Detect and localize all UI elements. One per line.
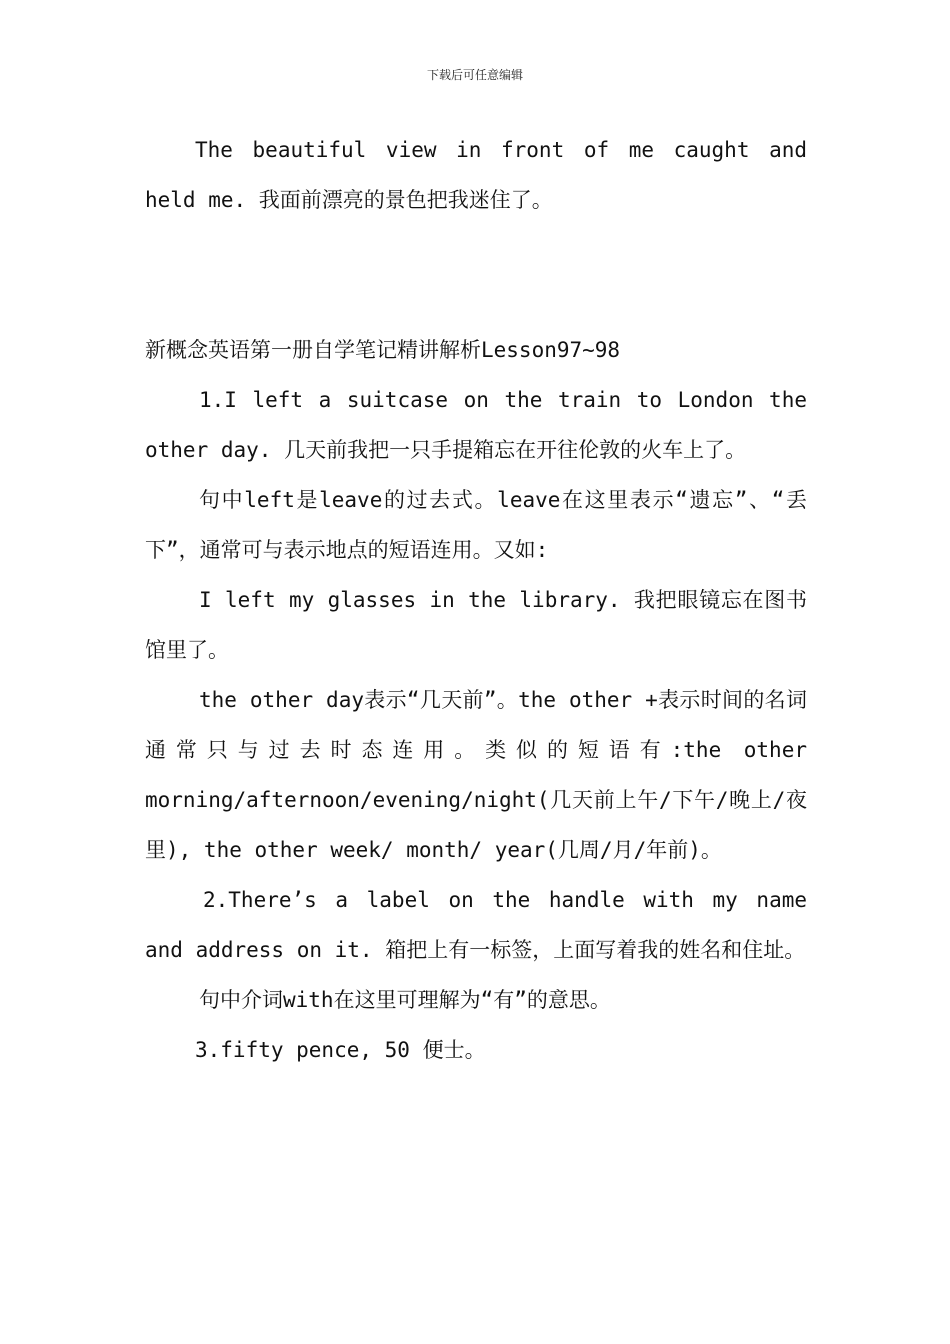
paragraph-7: 3.fifty pence, 50 便士。 [195, 1038, 486, 1062]
paragraph-4: the other day表示“几天前”。the other +表示时间的名词通常只与过去时态连用。类似的短语有:the other morning/afternoon/evening/night(几天前上午/下午/晚上/夜里), the other week/ month/ year(几周/月/年前)。 [145, 688, 807, 862]
paragraph-5: 2.There’s a label on the handle with my name and address on it. 箱把上有一标签，上面写着我的姓名和住址。 [145, 888, 807, 962]
lesson-title: 新概念英语第一册自学笔记精讲解析Lesson97~98 [145, 338, 621, 362]
document-body [145, 125, 807, 1075]
paragraph-3: I left my glasses in the library. 我把眼镜忘在图书馆里了。 [145, 588, 807, 662]
intro-paragraph: The beautiful view in front of me caught and held me. 我面前漂亮的景色把我迷住了。 [145, 138, 807, 212]
paragraph-6: 句中介词with在这里可理解为“有”的意思。 [199, 988, 611, 1012]
paragraph-2: 句中left是leave的过去式。leave在这里表示“遗忘”、“丢下”，通常可与表示地点的短语连用。又如: [145, 488, 807, 562]
page-header: 下载后可任意编辑 [426, 68, 523, 82]
spacer [145, 225, 807, 325]
paragraph-1: 1.I left a suitcase on the train to London the other day. 几天前我把一只手提箱忘在开往伦敦的火车上了。 [145, 388, 807, 462]
